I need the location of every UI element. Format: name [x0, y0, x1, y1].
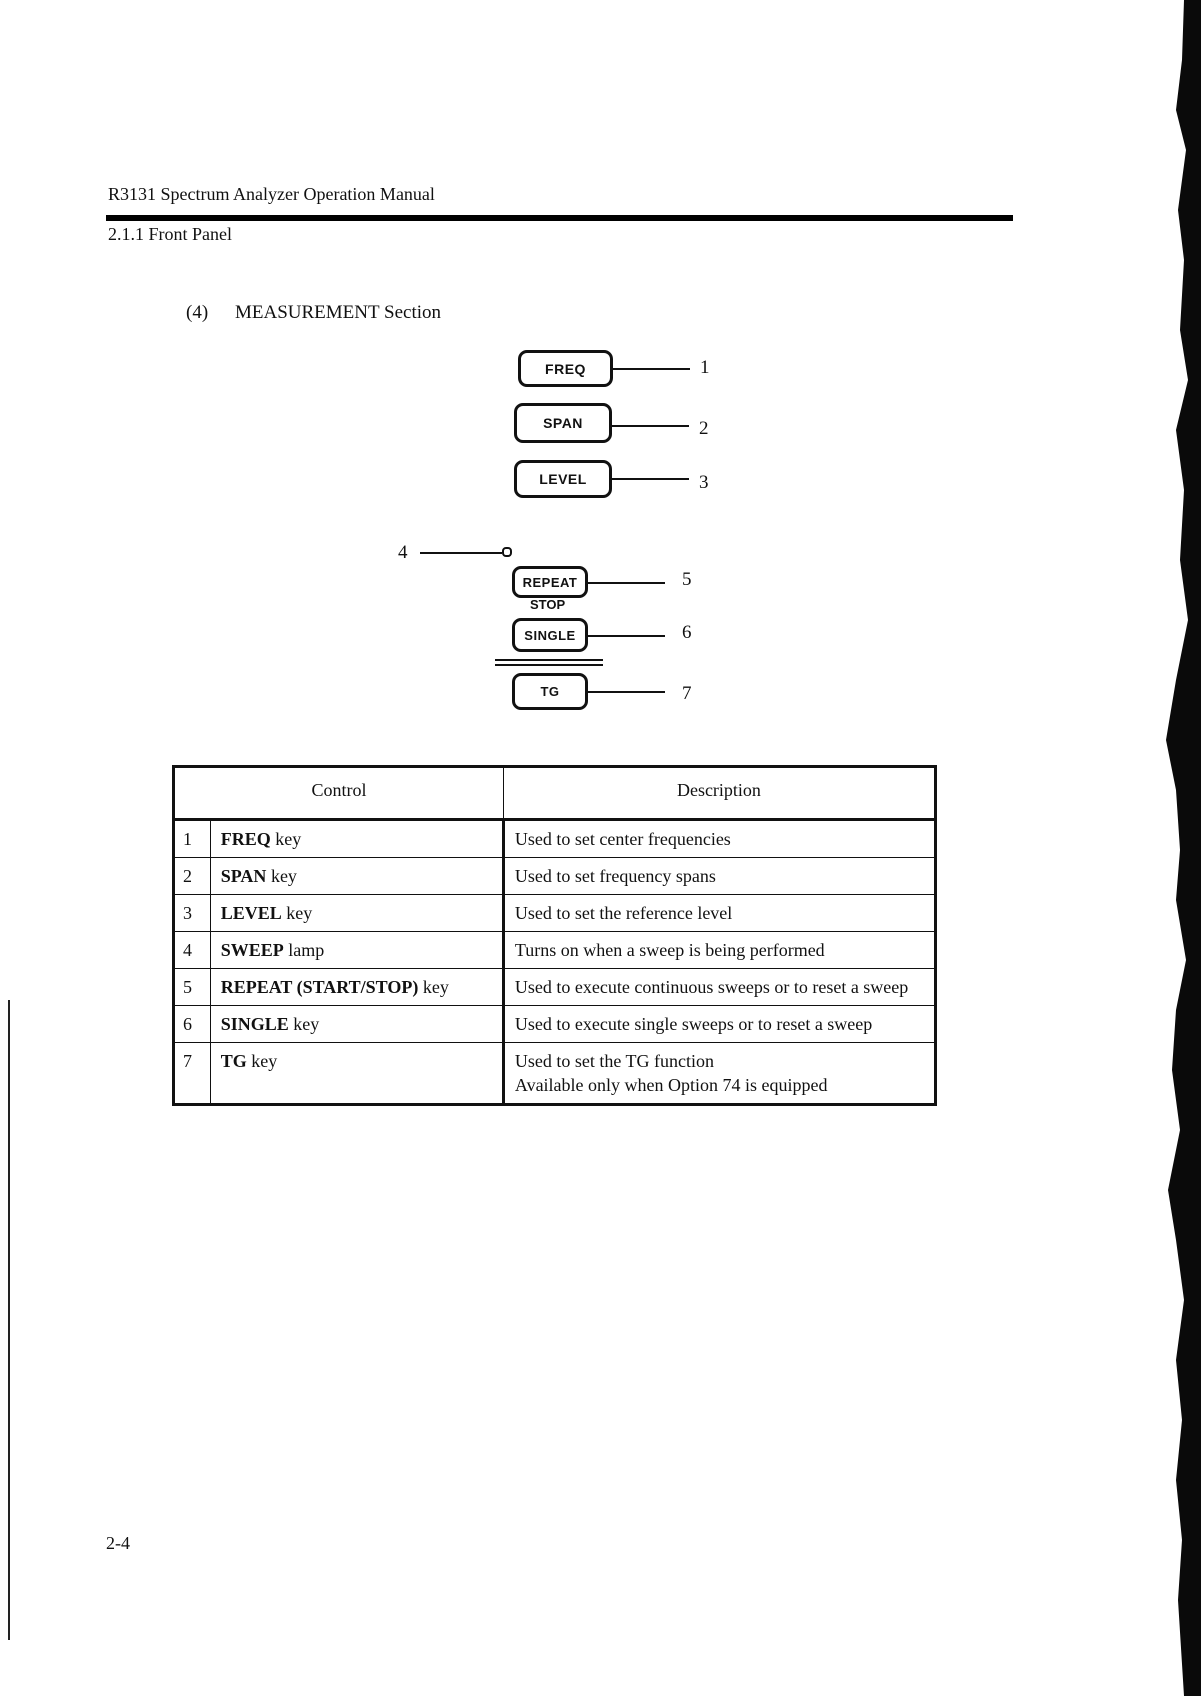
callout-4: 4	[398, 542, 408, 563]
callout-2-leader	[612, 425, 689, 427]
page-number: 2-4	[106, 1533, 130, 1553]
row-control	[210, 895, 503, 932]
subsection-title: 2.1.1 Front Panel	[108, 224, 232, 244]
row-description	[503, 969, 935, 1006]
header-description: Description	[503, 767, 935, 820]
row-number: 2	[174, 858, 211, 895]
control-type: key	[270, 829, 302, 849]
row-description	[503, 1043, 935, 1105]
table-row	[174, 1006, 936, 1043]
description-line: Used to set center frequencies	[514, 829, 731, 849]
row-number: 7	[174, 1043, 211, 1105]
row-number: 3	[174, 895, 211, 932]
row-number: 5	[174, 969, 211, 1006]
control-type: key	[266, 866, 297, 886]
description-line: Used to set the reference level	[514, 903, 733, 923]
callout-5: 5	[682, 569, 692, 590]
row-number: 4	[174, 932, 211, 969]
single-key: SINGLE	[512, 618, 588, 652]
control-type: key	[288, 1014, 320, 1034]
control-name: SPAN	[220, 866, 267, 886]
control-name: FREQ	[220, 829, 271, 849]
control-type: key	[418, 977, 449, 997]
span-key: SPAN	[514, 403, 612, 443]
description-line: Available only when Option 74 is equipped	[514, 1075, 828, 1095]
freq-key: FREQ	[518, 350, 613, 387]
tg-key: TG	[512, 673, 588, 710]
description-line: Used to set the TG function	[514, 1051, 715, 1071]
table-row	[174, 932, 936, 969]
description-line: Turns on when a sweep is being performed	[514, 940, 825, 960]
row-description	[503, 1006, 935, 1043]
callout-3: 3	[699, 472, 709, 493]
callout-1: 1	[700, 357, 710, 378]
level-key: LEVEL	[514, 460, 612, 498]
control-type: key	[281, 903, 313, 923]
header-control: Control	[174, 767, 504, 820]
controls-table	[172, 765, 937, 1106]
table-row	[174, 1043, 936, 1105]
callout-7: 7	[682, 683, 692, 704]
row-description	[503, 858, 935, 895]
row-control	[210, 1043, 503, 1105]
callout-2: 2	[699, 418, 709, 439]
callout-7-leader	[588, 691, 665, 693]
section-title: MEASUREMENT Section	[235, 302, 442, 323]
description-line: Used to set frequency spans	[514, 866, 716, 886]
description-line: Used to execute single sweeps or to reset a sweep	[514, 1014, 873, 1034]
description-line: Used to execute continuous sweeps or to reset a sweep	[514, 977, 909, 997]
callout-6: 6	[682, 622, 692, 643]
control-name: SWEEP	[220, 940, 284, 960]
callout-4-leader	[420, 552, 502, 554]
row-number: 6	[174, 1006, 211, 1043]
separator-bar-top	[495, 659, 603, 661]
separator-bar-bottom	[495, 664, 603, 666]
row-control	[210, 858, 503, 895]
callout-1-leader	[613, 368, 690, 370]
control-name: REPEAT (START/STOP)	[220, 977, 419, 997]
section-number: (4)	[186, 302, 209, 323]
row-control	[210, 820, 503, 858]
callout-6-leader	[588, 635, 665, 637]
manual-title: R3131 Spectrum Analyzer Operation Manual	[108, 184, 435, 204]
table-header-row	[174, 767, 936, 820]
control-type: key	[246, 1051, 278, 1071]
sweep-lamp	[502, 547, 512, 557]
table-row	[174, 820, 936, 858]
repeat-key: REPEAT	[512, 566, 588, 598]
row-control	[210, 1006, 503, 1043]
row-control	[210, 969, 503, 1006]
scan-edge-left	[8, 1000, 10, 1640]
table-row	[174, 969, 936, 1006]
control-name: TG	[220, 1051, 247, 1071]
row-number: 1	[174, 820, 211, 858]
table-row	[174, 895, 936, 932]
row-description	[503, 820, 935, 858]
stop-label: STOP	[530, 597, 566, 612]
control-type: lamp	[283, 940, 325, 960]
callout-3-leader	[612, 478, 689, 480]
control-name: SINGLE	[220, 1014, 289, 1034]
scan-edge-torn-right	[1106, 0, 1201, 1696]
table-row	[174, 858, 936, 895]
row-description	[503, 895, 935, 932]
callout-5-leader	[588, 582, 665, 584]
row-description	[503, 932, 935, 969]
header-rule	[106, 215, 1013, 221]
control-name: LEVEL	[220, 903, 282, 923]
row-control	[210, 932, 503, 969]
